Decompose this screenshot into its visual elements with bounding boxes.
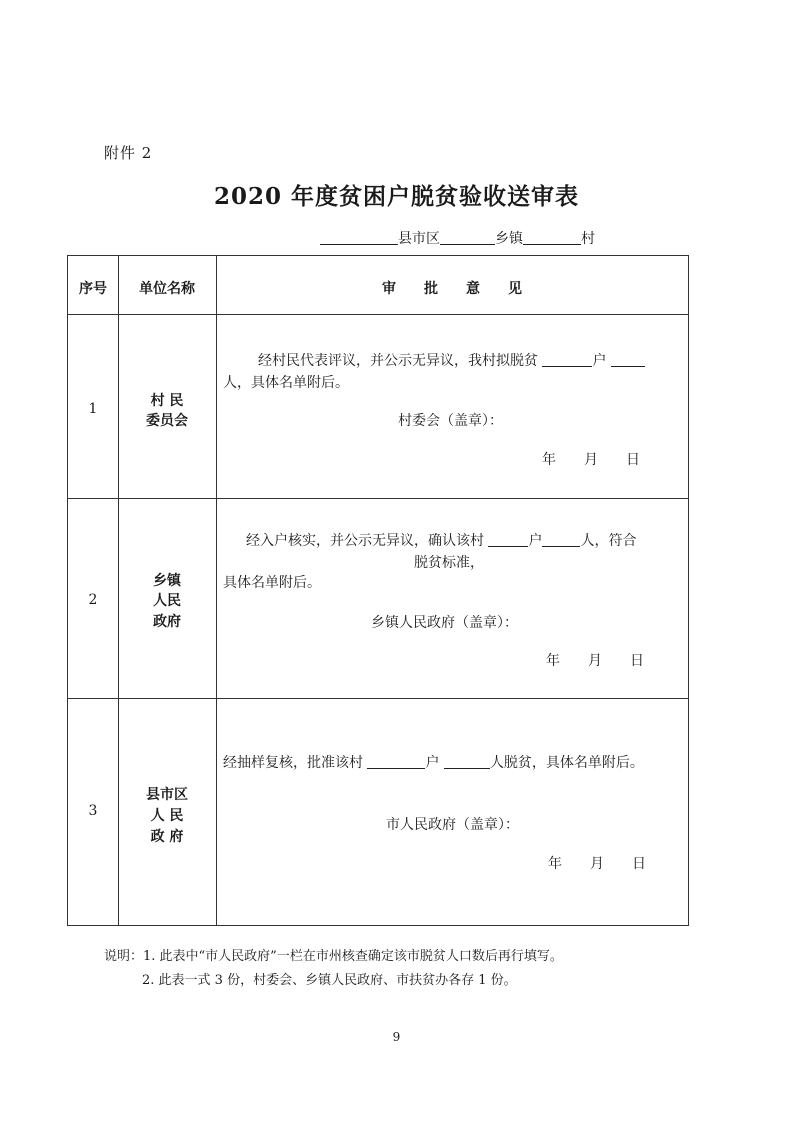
row-2-unit-line3: 政府 [153, 614, 181, 630]
village-blank[interactable] [523, 230, 581, 245]
row-2-seal: 乡镇人民政府（盖章）： [371, 615, 518, 631]
row-2-text-a: 经入户核实，并公示无异议，确认该村 [246, 533, 484, 549]
row-3-text-b: 户 [425, 755, 440, 771]
row-3-unit-line2: 人 民 [150, 808, 184, 824]
row-2-persons-blank[interactable] [542, 532, 580, 547]
page-number: 9 [392, 1030, 401, 1044]
row-2-text-c: 人，符合 [580, 533, 637, 549]
row-1-text-b: 户 [592, 353, 607, 369]
note-1: 说明：1. 此表中“市人民政府”一栏在市州核查确定该市脱贫人口数后再行填写。 [104, 949, 563, 964]
document-title: 2020 年度贫困户脱贫验收送审表 [213, 183, 580, 210]
row-3-persons-blank[interactable] [444, 754, 490, 769]
row-1-unit-line2: 委员会 [146, 413, 188, 429]
county-blank[interactable] [320, 230, 398, 245]
approval-table [67, 255, 689, 926]
township-label: 乡镇 [495, 231, 523, 247]
township-blank[interactable] [440, 230, 495, 245]
row-3-date: 年 月 日 [548, 856, 646, 872]
row-2-text-d: 脱贫标准， [414, 555, 484, 571]
row-1-opinion-line1 [258, 350, 645, 370]
row-1-date: 年 月 日 [542, 452, 640, 468]
row-3-number: 3 [88, 803, 98, 819]
row-divider [68, 698, 688, 699]
row-3-text-a: 经抽样复核，批准该村 [223, 755, 363, 771]
row-divider [68, 314, 688, 315]
row-3-opinion-line1 [223, 752, 644, 772]
location-line [320, 228, 595, 248]
notes [104, 945, 563, 993]
row-3-households-blank[interactable] [367, 754, 425, 769]
row-2-opinion-line1 [246, 530, 636, 550]
row-2-households-blank[interactable] [488, 532, 528, 547]
attachment-label: 附件 2 [104, 144, 153, 162]
row-1-seal: 村委会（盖章）： [398, 413, 503, 429]
row-2-date: 年 月 日 [546, 653, 644, 669]
village-label: 村 [581, 231, 595, 247]
row-3-seal: 市人民政府（盖章）： [386, 817, 519, 833]
row-3-unit-line3: 政 府 [150, 829, 184, 845]
column-divider [216, 256, 217, 925]
header-unit: 单位名称 [139, 281, 195, 297]
row-3-unit-line1: 县市区 [146, 787, 188, 803]
row-1-number: 1 [88, 401, 98, 417]
row-1-persons-blank[interactable] [611, 352, 645, 367]
note-2: 2. 此表一式 3 份，村委会、乡镇人民政府、市扶贫办各存 1 份。 [142, 973, 517, 988]
header-no: 序号 [79, 281, 107, 297]
row-1-text-c: 人，具体名单附后。 [223, 375, 349, 391]
row-1-text-a: 经村民代表评议，并公示无异议，我村拟脱贫 [258, 353, 538, 369]
header-opinion: 审 批 意 见 [382, 281, 522, 297]
row-3-text-c: 人脱贫，具体名单附后。 [489, 755, 644, 771]
row-2-text-b: 户 [528, 533, 543, 549]
row-1-households-blank[interactable] [542, 352, 592, 367]
row-1-unit-line1: 村 民 [150, 393, 184, 409]
row-2-text-e: 具体名单附后。 [223, 575, 321, 591]
row-2-unit-line1: 乡镇 [153, 573, 181, 589]
row-2-number: 2 [88, 592, 98, 608]
row-2-unit-line2: 人民 [153, 593, 181, 609]
county-label: 县市区 [398, 231, 440, 247]
row-divider [68, 498, 688, 499]
